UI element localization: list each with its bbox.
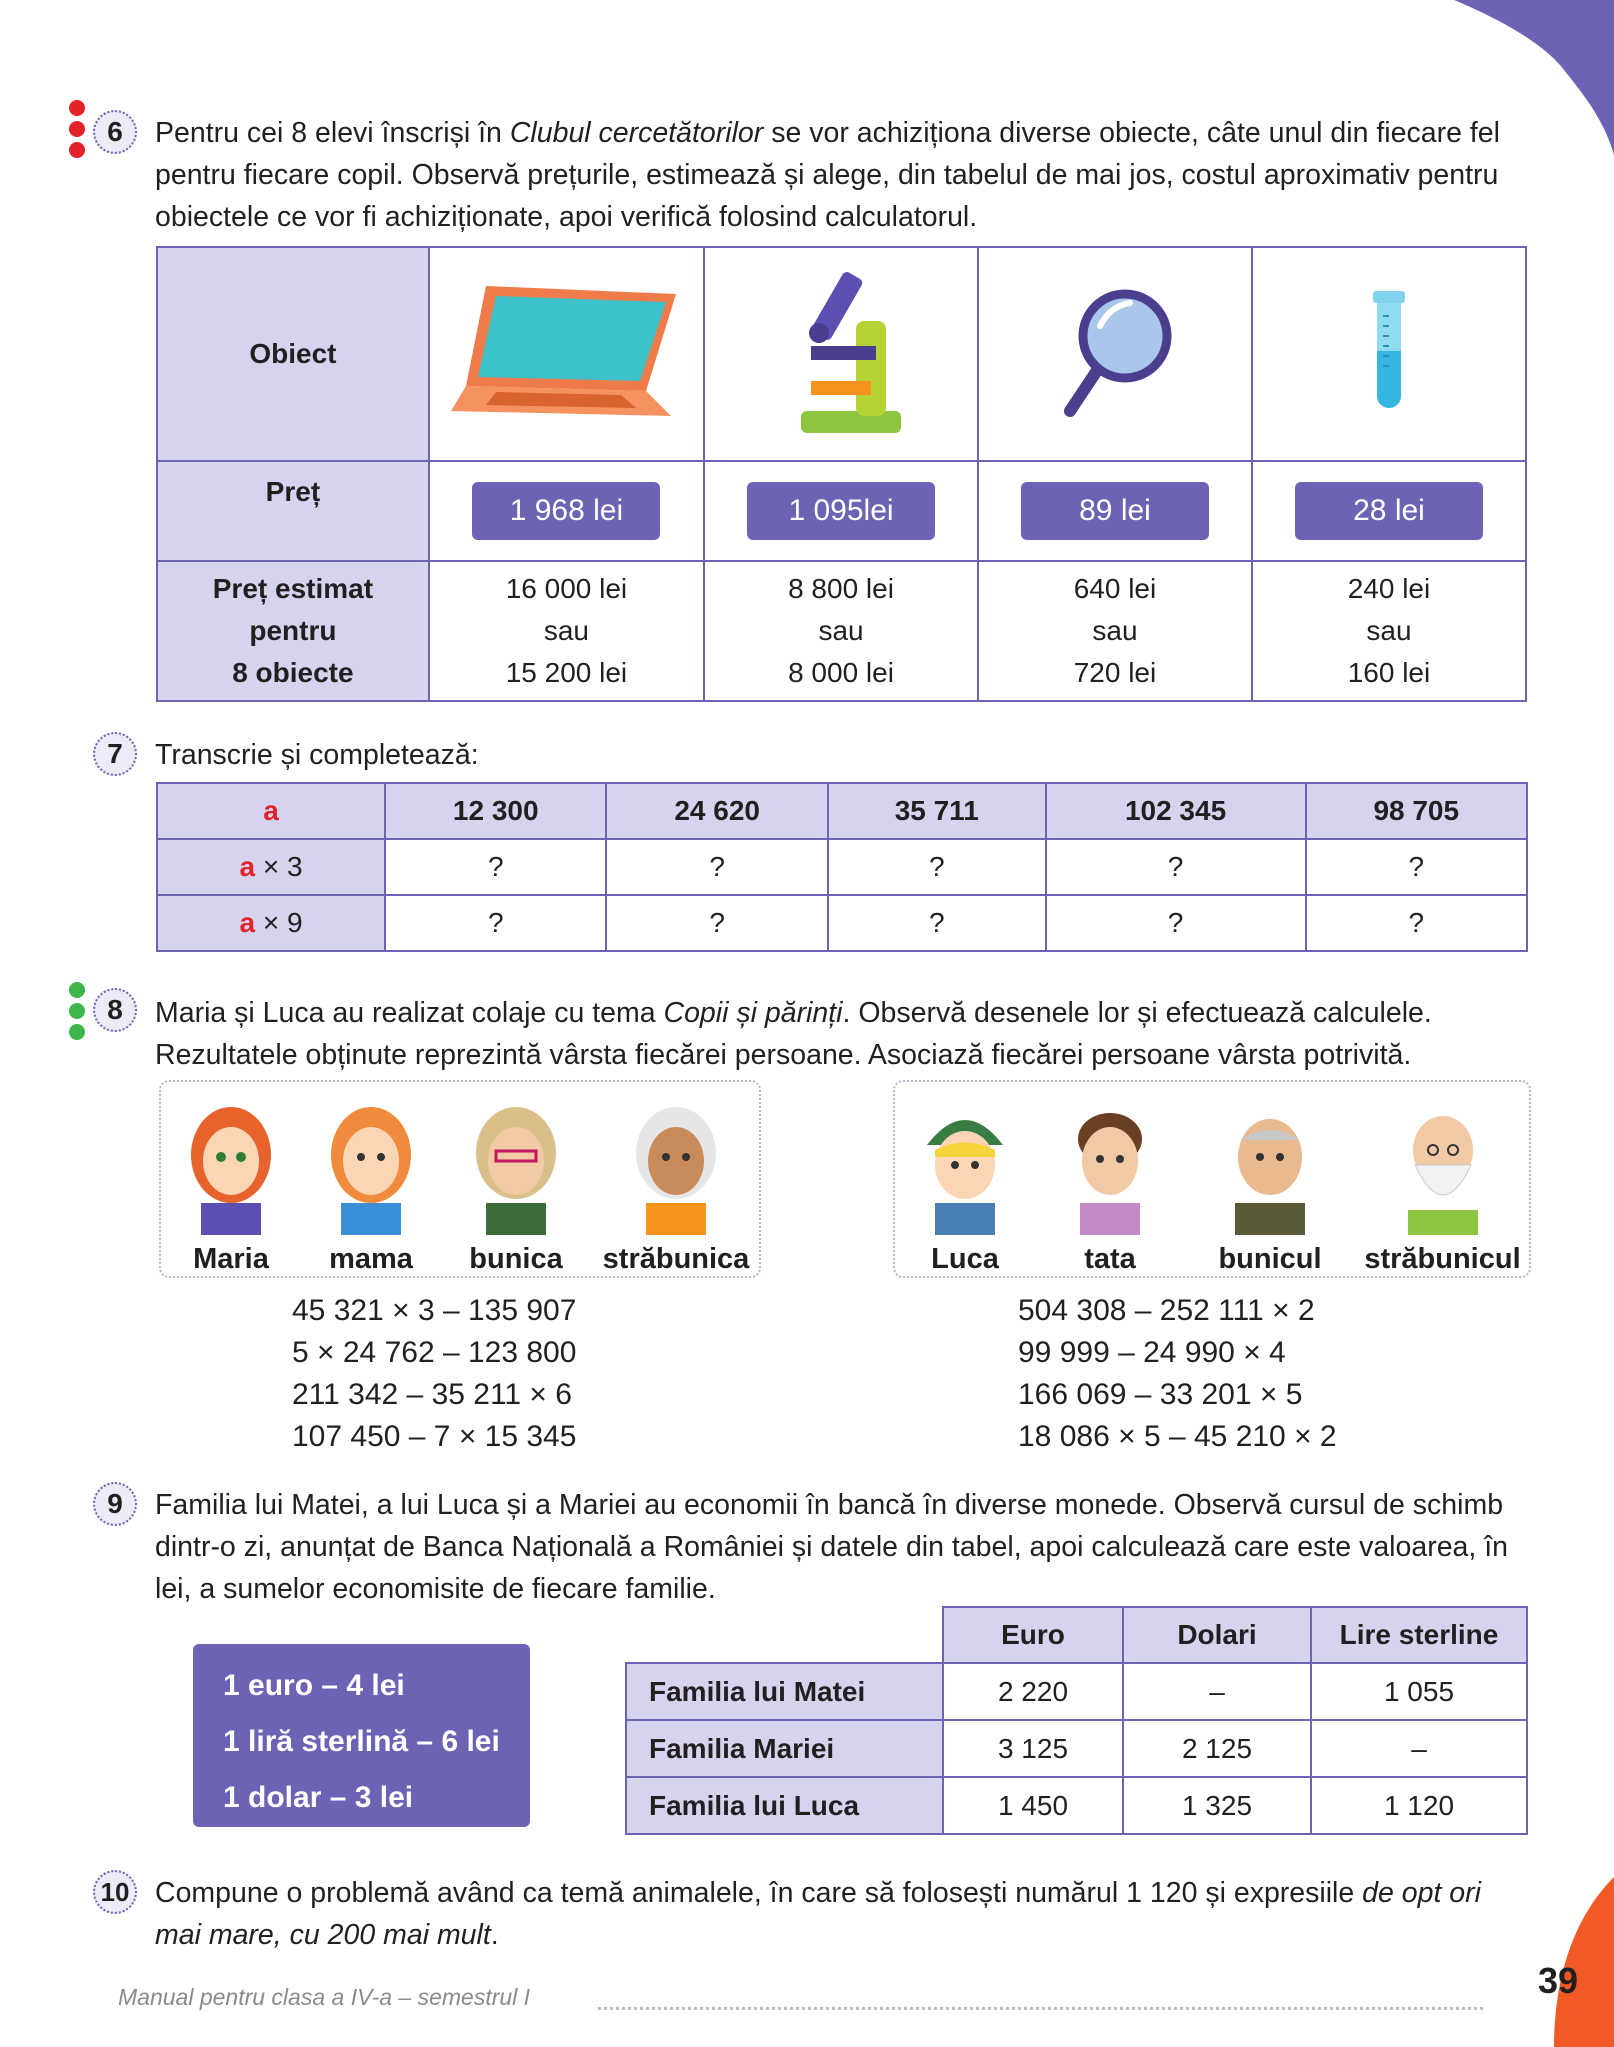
exercise-number: 7 <box>93 732 137 776</box>
expressions-left: 45 321 × 3 – 135 907 5 × 24 762 – 123 800 211 342 – 35 211 × 6 107 450 – 7 × 15 345 <box>292 1294 577 1453</box>
laptop-icon <box>429 247 704 461</box>
answer-cell: ? <box>828 895 1046 951</box>
answer-cell: ? <box>1306 839 1527 895</box>
column-header: Dolari <box>1123 1607 1311 1663</box>
row-label: a × 9 <box>157 895 385 951</box>
row-label: Preț <box>157 461 429 561</box>
person-maria: Maria <box>171 1095 291 1276</box>
value-cell: – <box>1123 1663 1311 1720</box>
multiplication-table <box>156 782 1528 952</box>
estimate-cell: 240 lei sau 160 lei <box>1252 561 1526 701</box>
value-cell: 1 325 <box>1123 1777 1311 1834</box>
person-bunicul: bunicul <box>1195 1095 1345 1276</box>
person-strabunicul: străbunicul <box>1360 1095 1525 1276</box>
value-cell: 1 055 <box>1311 1663 1527 1720</box>
savings-table <box>625 1606 1528 1835</box>
value-cell: 12 300 <box>385 783 606 839</box>
value-cell: 35 711 <box>828 783 1046 839</box>
test-tube-icon <box>1252 247 1526 461</box>
footer-divider <box>598 2007 1483 2010</box>
value-cell: 24 620 <box>606 783 827 839</box>
exercise-10 <box>87 1868 1527 1958</box>
row-label: Familia lui Matei <box>626 1663 943 1720</box>
collage-maria <box>159 1080 761 1278</box>
row-label: a × 3 <box>157 839 385 895</box>
value-cell: 1 450 <box>943 1777 1123 1834</box>
exercise-text: Transcrie și completează: <box>155 739 479 771</box>
answer-cell: ? <box>828 839 1046 895</box>
value-cell: 102 345 <box>1046 783 1306 839</box>
difficulty-dots <box>69 982 85 1040</box>
exercise-8 <box>87 982 1527 1462</box>
difficulty-dots <box>69 100 85 158</box>
person-tata: tata <box>1045 1095 1175 1276</box>
price-badge: 89 lei <box>1021 482 1209 540</box>
row-label: Obiect <box>157 247 429 461</box>
row-label: Preț estimat pentru 8 obiecte <box>157 561 429 701</box>
estimate-cell: 640 lei sau 720 lei <box>978 561 1252 701</box>
answer-cell: ? <box>606 895 827 951</box>
price-badge: 1 095lei <box>747 482 935 540</box>
page-number: 39 <box>1537 1960 1578 2001</box>
exercise-text: Compune o problemă având ca temă animalele, în care să folosești numărul 1 120 și expresiile de opt ori mai mare, cu 200 mai mult. <box>155 1877 1481 1951</box>
expressions-right: 504 308 – 252 111 × 2 99 999 – 24 990 × 4 166 069 – 33 201 × 5 18 086 × 5 – 45 210 × 2 <box>1018 1294 1337 1453</box>
answer-cell: ? <box>606 839 827 895</box>
exercise-number: 10 <box>93 1870 137 1914</box>
exchange-rates-box: 1 euro – 4 lei 1 liră sterlină – 6 lei 1 dolar – 3 lei <box>193 1644 530 1827</box>
row-label: Familia Mariei <box>626 1720 943 1777</box>
value-cell: 1 120 <box>1311 1777 1527 1834</box>
exercise-6 <box>87 98 1527 708</box>
exercise-text: Familia lui Matei, a lui Luca și a Mariei au economii în bancă în diverse monede. Observă cursul de schimb dintr-o zi, anunțat de Banca Națională a României și datele din tabel, apoi calculează care este valoarea, în lei, a sumelor economisite de fiecare familie. <box>155 1489 1508 1605</box>
prices-table <box>156 246 1527 702</box>
collage-luca <box>893 1080 1531 1278</box>
exercise-9 <box>87 1480 1527 1850</box>
answer-cell: ? <box>1046 895 1306 951</box>
value-cell: 3 125 <box>943 1720 1123 1777</box>
person-luca: Luca <box>905 1095 1025 1276</box>
column-header: Euro <box>943 1607 1123 1663</box>
answer-cell: ? <box>1306 895 1527 951</box>
price-badge: 1 968 lei <box>472 482 660 540</box>
exercise-number: 8 <box>93 988 137 1032</box>
exercise-text: Pentru cei 8 elevi înscriși în Clubul cercetătorilor se vor achiziționa diverse obiecte, câte unul din fiecare fel pentru fiecare copil. Observă prețurile, estimează și alege, din tabelul de mai jos, costul aproximativ pentru obiectele ce vor fi achiziționate, apoi verifică folosind calculatorul. <box>155 117 1500 233</box>
row-label: Familia lui Luca <box>626 1777 943 1834</box>
person-mama: mama <box>311 1095 431 1276</box>
estimate-cell: 16 000 lei sau 15 200 lei <box>429 561 704 701</box>
value-cell: 2 220 <box>943 1663 1123 1720</box>
answer-cell: ? <box>385 895 606 951</box>
exercise-7 <box>87 730 1527 960</box>
exercise-text: Maria și Luca au realizat colaje cu tema Copii și părinți. Observă desenele lor și efectuează calculele. Rezultatele obținute reprezintă vârsta fiecărei persoane. Asociază fiecărei persoane vârsta potrivită. <box>155 997 1432 1071</box>
person-bunica: bunica <box>451 1095 581 1276</box>
exercise-number: 6 <box>93 110 137 154</box>
microscope-icon <box>704 247 978 461</box>
var-label: a <box>157 783 385 839</box>
exercise-number: 9 <box>93 1482 137 1526</box>
value-cell: 98 705 <box>1306 783 1527 839</box>
value-cell: 2 125 <box>1123 1720 1311 1777</box>
footer-text: Manual pentru clasa a IV-a – semestrul I <box>118 1984 531 2010</box>
person-strabunica: străbunica <box>601 1095 751 1276</box>
answer-cell: ? <box>1046 839 1306 895</box>
value-cell: – <box>1311 1720 1527 1777</box>
answer-cell: ? <box>385 839 606 895</box>
estimate-cell: 8 800 lei sau 8 000 lei <box>704 561 978 701</box>
column-header: Lire sterline <box>1311 1607 1527 1663</box>
price-badge: 28 lei <box>1295 482 1483 540</box>
magnifier-icon <box>978 247 1252 461</box>
